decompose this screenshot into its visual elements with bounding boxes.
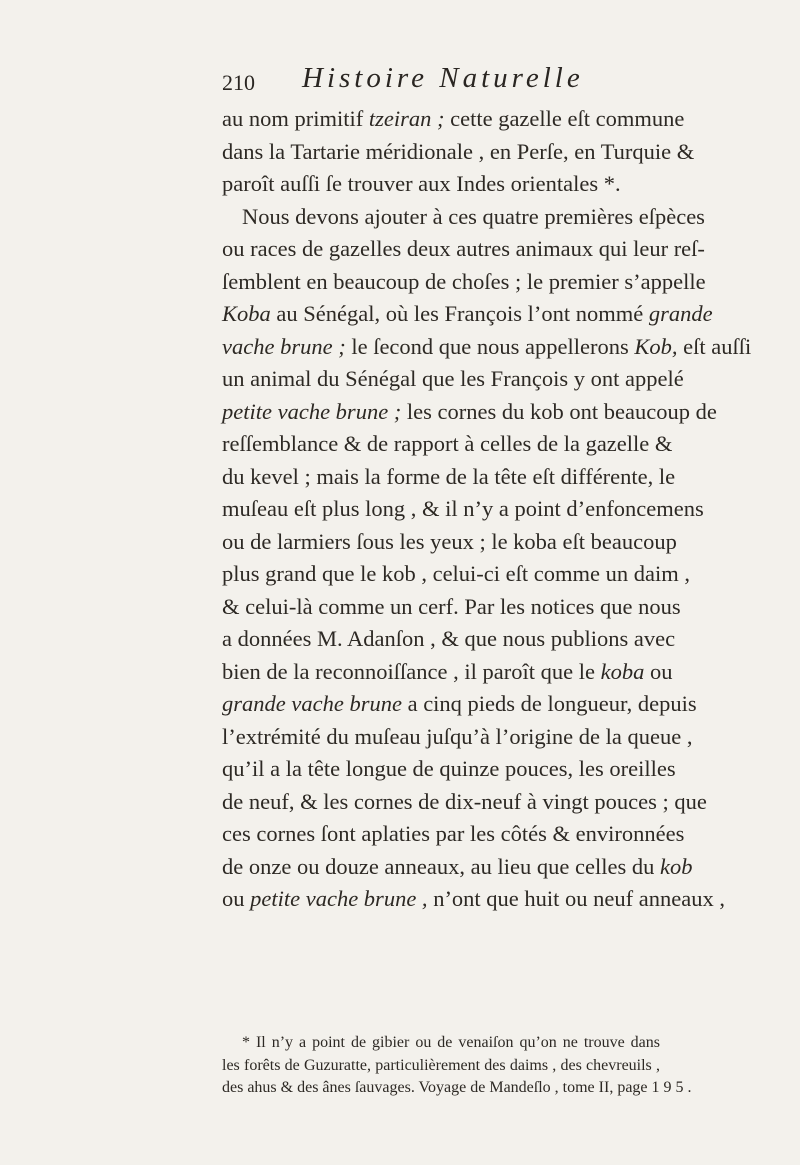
text-line (222, 753, 676, 786)
text-line (222, 851, 693, 884)
text-run: les forêts de Guzuratte, particulièrement des daims , des chevreuils , (222, 1056, 660, 1074)
text-line (222, 266, 706, 299)
text-run: du kevel ; mais la forme de la tête eſt différente, le (222, 463, 676, 489)
text-run: ou (222, 886, 251, 911)
text-line (222, 103, 685, 136)
text-run: l’extrémité du muſeau juſqu’à l’origine de la queue , (222, 723, 693, 749)
text-line (222, 331, 752, 364)
italic-text: grande (648, 301, 713, 326)
text-run: a données M. Adanſon , & que nous publions avec (222, 626, 676, 651)
text-line (222, 883, 725, 916)
text-line (222, 558, 690, 591)
italic-text: Koba (222, 301, 271, 326)
text-run: au Sénégal, où les François l’ont nommé (270, 301, 649, 326)
italic-text: kob (659, 853, 693, 879)
footnote-line (222, 1055, 660, 1078)
italic-text: petite vache brune , (250, 886, 428, 911)
text-line (222, 818, 685, 851)
text-run: au nom primitif (222, 106, 369, 131)
text-run: * Il n’y a point de gibier ou de venaiſon qu’on ne trouve dans (242, 1034, 660, 1051)
text-run: les cornes du kob ont beaucoup de (401, 398, 717, 424)
italic-text: Voyage de Mandeſlo , tome II, page 1 9 5 . (418, 1079, 692, 1096)
text-run: ou (644, 658, 673, 684)
text-run: de neuf, & les cornes de dix-neuf à vingt pouces ; que (222, 788, 707, 814)
italic-text: petite vache brune ; (222, 398, 402, 424)
text-line (222, 526, 677, 559)
text-run: & des ânes ſauvages. (276, 1079, 419, 1096)
text-run: ſemblent en beaucoup de choſes ; le premier s’appelle (222, 268, 706, 294)
text-run: de onze ou douze anneaux, au lieu que celles du (222, 853, 660, 879)
text-line (222, 721, 693, 754)
italic-text: ahus (247, 1079, 277, 1096)
text-line (222, 493, 704, 526)
main-text (222, 103, 752, 916)
text-line (222, 428, 673, 461)
italic-text: vache brune ; (222, 333, 346, 359)
text-line (222, 363, 684, 396)
italic-text: grande vache brune (222, 691, 402, 716)
italic-text: Kob, (634, 333, 678, 359)
text-run: n’ont que huit ou neuf anneaux , (427, 886, 725, 911)
text-line (222, 656, 673, 689)
page-header (222, 62, 662, 102)
italic-text: koba (600, 658, 645, 684)
text-run: paroît auſſi ſe trouver aux Indes orientales *. (222, 171, 621, 196)
text-run: cette gazelle eſt commune (444, 106, 685, 131)
footnote (222, 1032, 692, 1100)
footnote-line (222, 1077, 692, 1100)
page-number: 210 (222, 70, 255, 95)
text-line (222, 298, 713, 331)
text-run: ou de larmiers ſous les yeux ; le koba eſt beaucoup (222, 528, 677, 554)
text-run: ou races de gazelles deux autres animaux qui leur reſ- (222, 236, 705, 261)
text-line (222, 396, 717, 429)
footnote-line (222, 1032, 660, 1055)
text-run: eſt auſſi (677, 333, 752, 359)
text-line (222, 591, 681, 624)
text-line (222, 233, 705, 266)
text-run: des (222, 1079, 248, 1096)
text-line (222, 201, 705, 234)
text-run: a cinq pieds de longueur, depuis (401, 691, 697, 716)
text-line (222, 136, 695, 169)
text-run: le ſecond que nous appellerons (345, 333, 635, 359)
text-line (222, 461, 676, 494)
text-run: ces cornes ſont aplaties par les côtés & environnées (222, 821, 685, 846)
text-line (222, 623, 676, 656)
text-line (222, 168, 660, 201)
running-title: Histoire Naturelle (302, 62, 584, 94)
text-run: muſeau eſt plus long , & il n’y a point d’enfoncemens (222, 496, 704, 521)
text-run: bien de la reconnoiſſance , il paroît que le (222, 658, 601, 684)
italic-text: tzeiran ; (368, 106, 445, 131)
text-line (222, 688, 697, 721)
text-run: qu’il a la tête longue de quinze pouces, les oreilles (222, 756, 676, 781)
text-run: Nous devons ajouter à ces quatre premières eſpèces (242, 203, 705, 229)
text-run: dans la Tartarie méridionale , en Perſe, en Turquie & (222, 138, 695, 164)
text-run: un animal du Sénégal que les François y ont appelé (222, 366, 684, 391)
text-line (222, 786, 707, 819)
text-run: & celui-là comme un cerf. Par les notices que nous (222, 593, 681, 619)
text-run: reſſemblance & de rapport à celles de la gazelle & (222, 431, 673, 456)
text-run: plus grand que le kob , celui-ci eſt comme un daim , (222, 561, 690, 586)
